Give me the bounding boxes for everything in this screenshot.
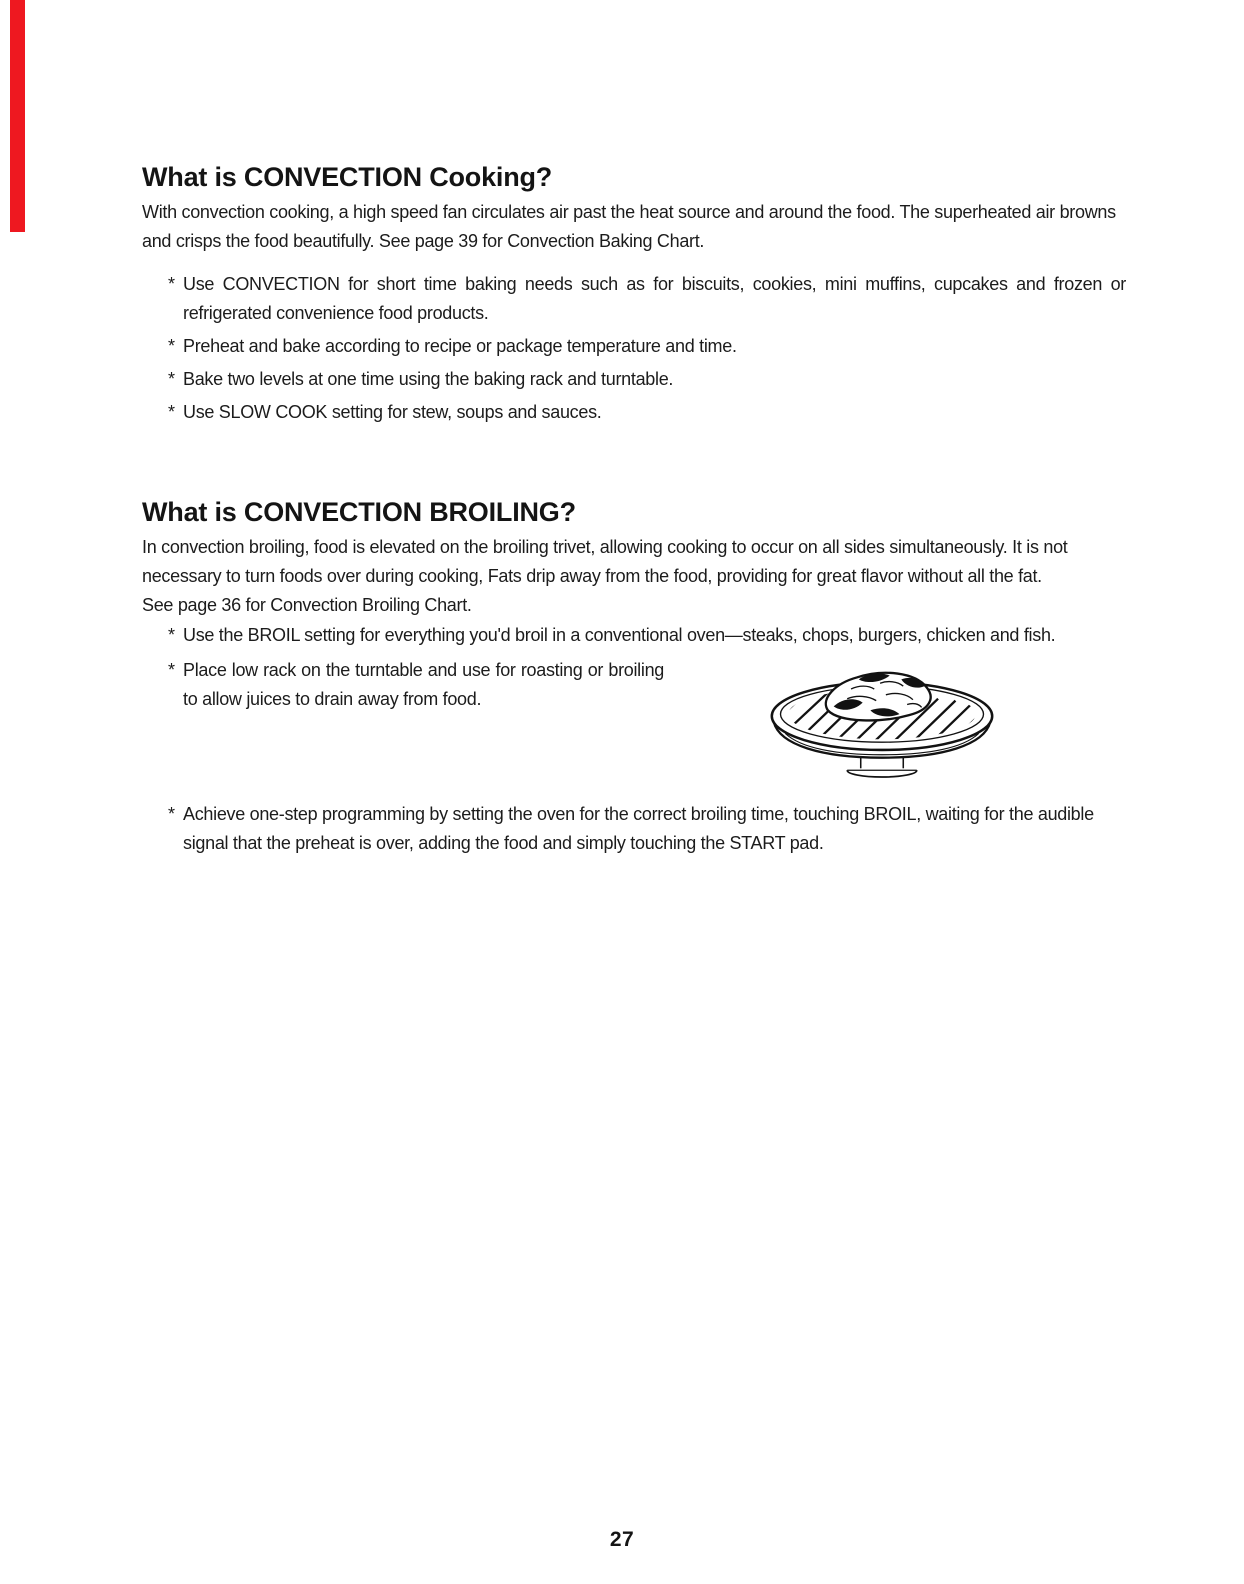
asterisk-bullet-icon: *	[168, 336, 175, 356]
section-heading-convection-cooking: What is CONVECTION Cooking?	[142, 162, 553, 192]
section-intro-convection-cooking: With convection cooking, a high speed fan circulates air past the heat source and around the food. The superheated air browns and crisps the food beautifully. See page 39 for Convection Baking Chart.	[142, 202, 1116, 251]
list-item-text: Use SLOW COOK setting for stew, soups and sauces.	[183, 402, 602, 422]
asterisk-bullet-icon: *	[168, 660, 175, 680]
intro-text: In convection broiling, food is elevated on the broiling trivet, allowing cooking to occur on all sides simultaneously. It is not necessary to turn foods over during cooking, Fats drip away from the food, providing for great flavor without all the fat.	[142, 537, 1068, 586]
broiling-trivet-illustration	[766, 656, 998, 782]
page-number: 27	[609, 1528, 635, 1551]
asterisk-bullet-icon: *	[168, 274, 175, 294]
list-item-text: Achieve one-step programming by setting the oven for the correct broiling time, touching BROIL, waiting for the audible signal that the preheat is over, adding the food and simply touching the START pad.	[183, 804, 1094, 853]
bullet-list-convection-cooking	[168, 270, 1126, 431]
list-item-text: Bake two levels at one time using the baking rack and turntable.	[183, 369, 674, 389]
list-item	[168, 621, 1148, 650]
bullet-place-low-rack	[168, 656, 664, 718]
broiling-trivet-drawing	[766, 656, 998, 782]
intro-note: See page 36 for Convection Broiling Chart.	[142, 595, 472, 615]
list-item-text: Place low rack on the turntable and use for roasting or broiling to allow juices to drain away from food.	[183, 660, 664, 709]
list-item	[168, 656, 664, 714]
asterisk-bullet-icon: *	[168, 804, 175, 824]
list-item-text: Use the BROIL setting for everything you'd broil in a conventional oven—steaks, chops, burgers, chicken and fish.	[183, 625, 1056, 645]
list-item	[168, 398, 1126, 427]
list-item	[168, 365, 1126, 394]
asterisk-bullet-icon: *	[168, 402, 175, 422]
list-item	[168, 332, 1126, 361]
section-intro-convection-broiling	[142, 533, 1130, 620]
list-item	[168, 800, 1140, 858]
asterisk-bullet-icon: *	[168, 369, 175, 389]
list-item-text: Use CONVECTION for short time baking needs such as for biscuits, cookies, mini muffins, cupcakes and frozen or refrigerated convenience food products.	[183, 274, 1126, 323]
bullet-one-step-programming	[168, 800, 1140, 862]
asterisk-bullet-icon: *	[168, 625, 175, 645]
section-heading-convection-broiling: What is CONVECTION BROILING?	[142, 497, 576, 527]
scan-artifact-red-stripe	[10, 0, 25, 232]
bullet-broil-setting	[168, 621, 1148, 654]
list-item-text: Preheat and bake according to recipe or package temperature and time.	[183, 336, 737, 356]
list-item	[168, 270, 1126, 328]
